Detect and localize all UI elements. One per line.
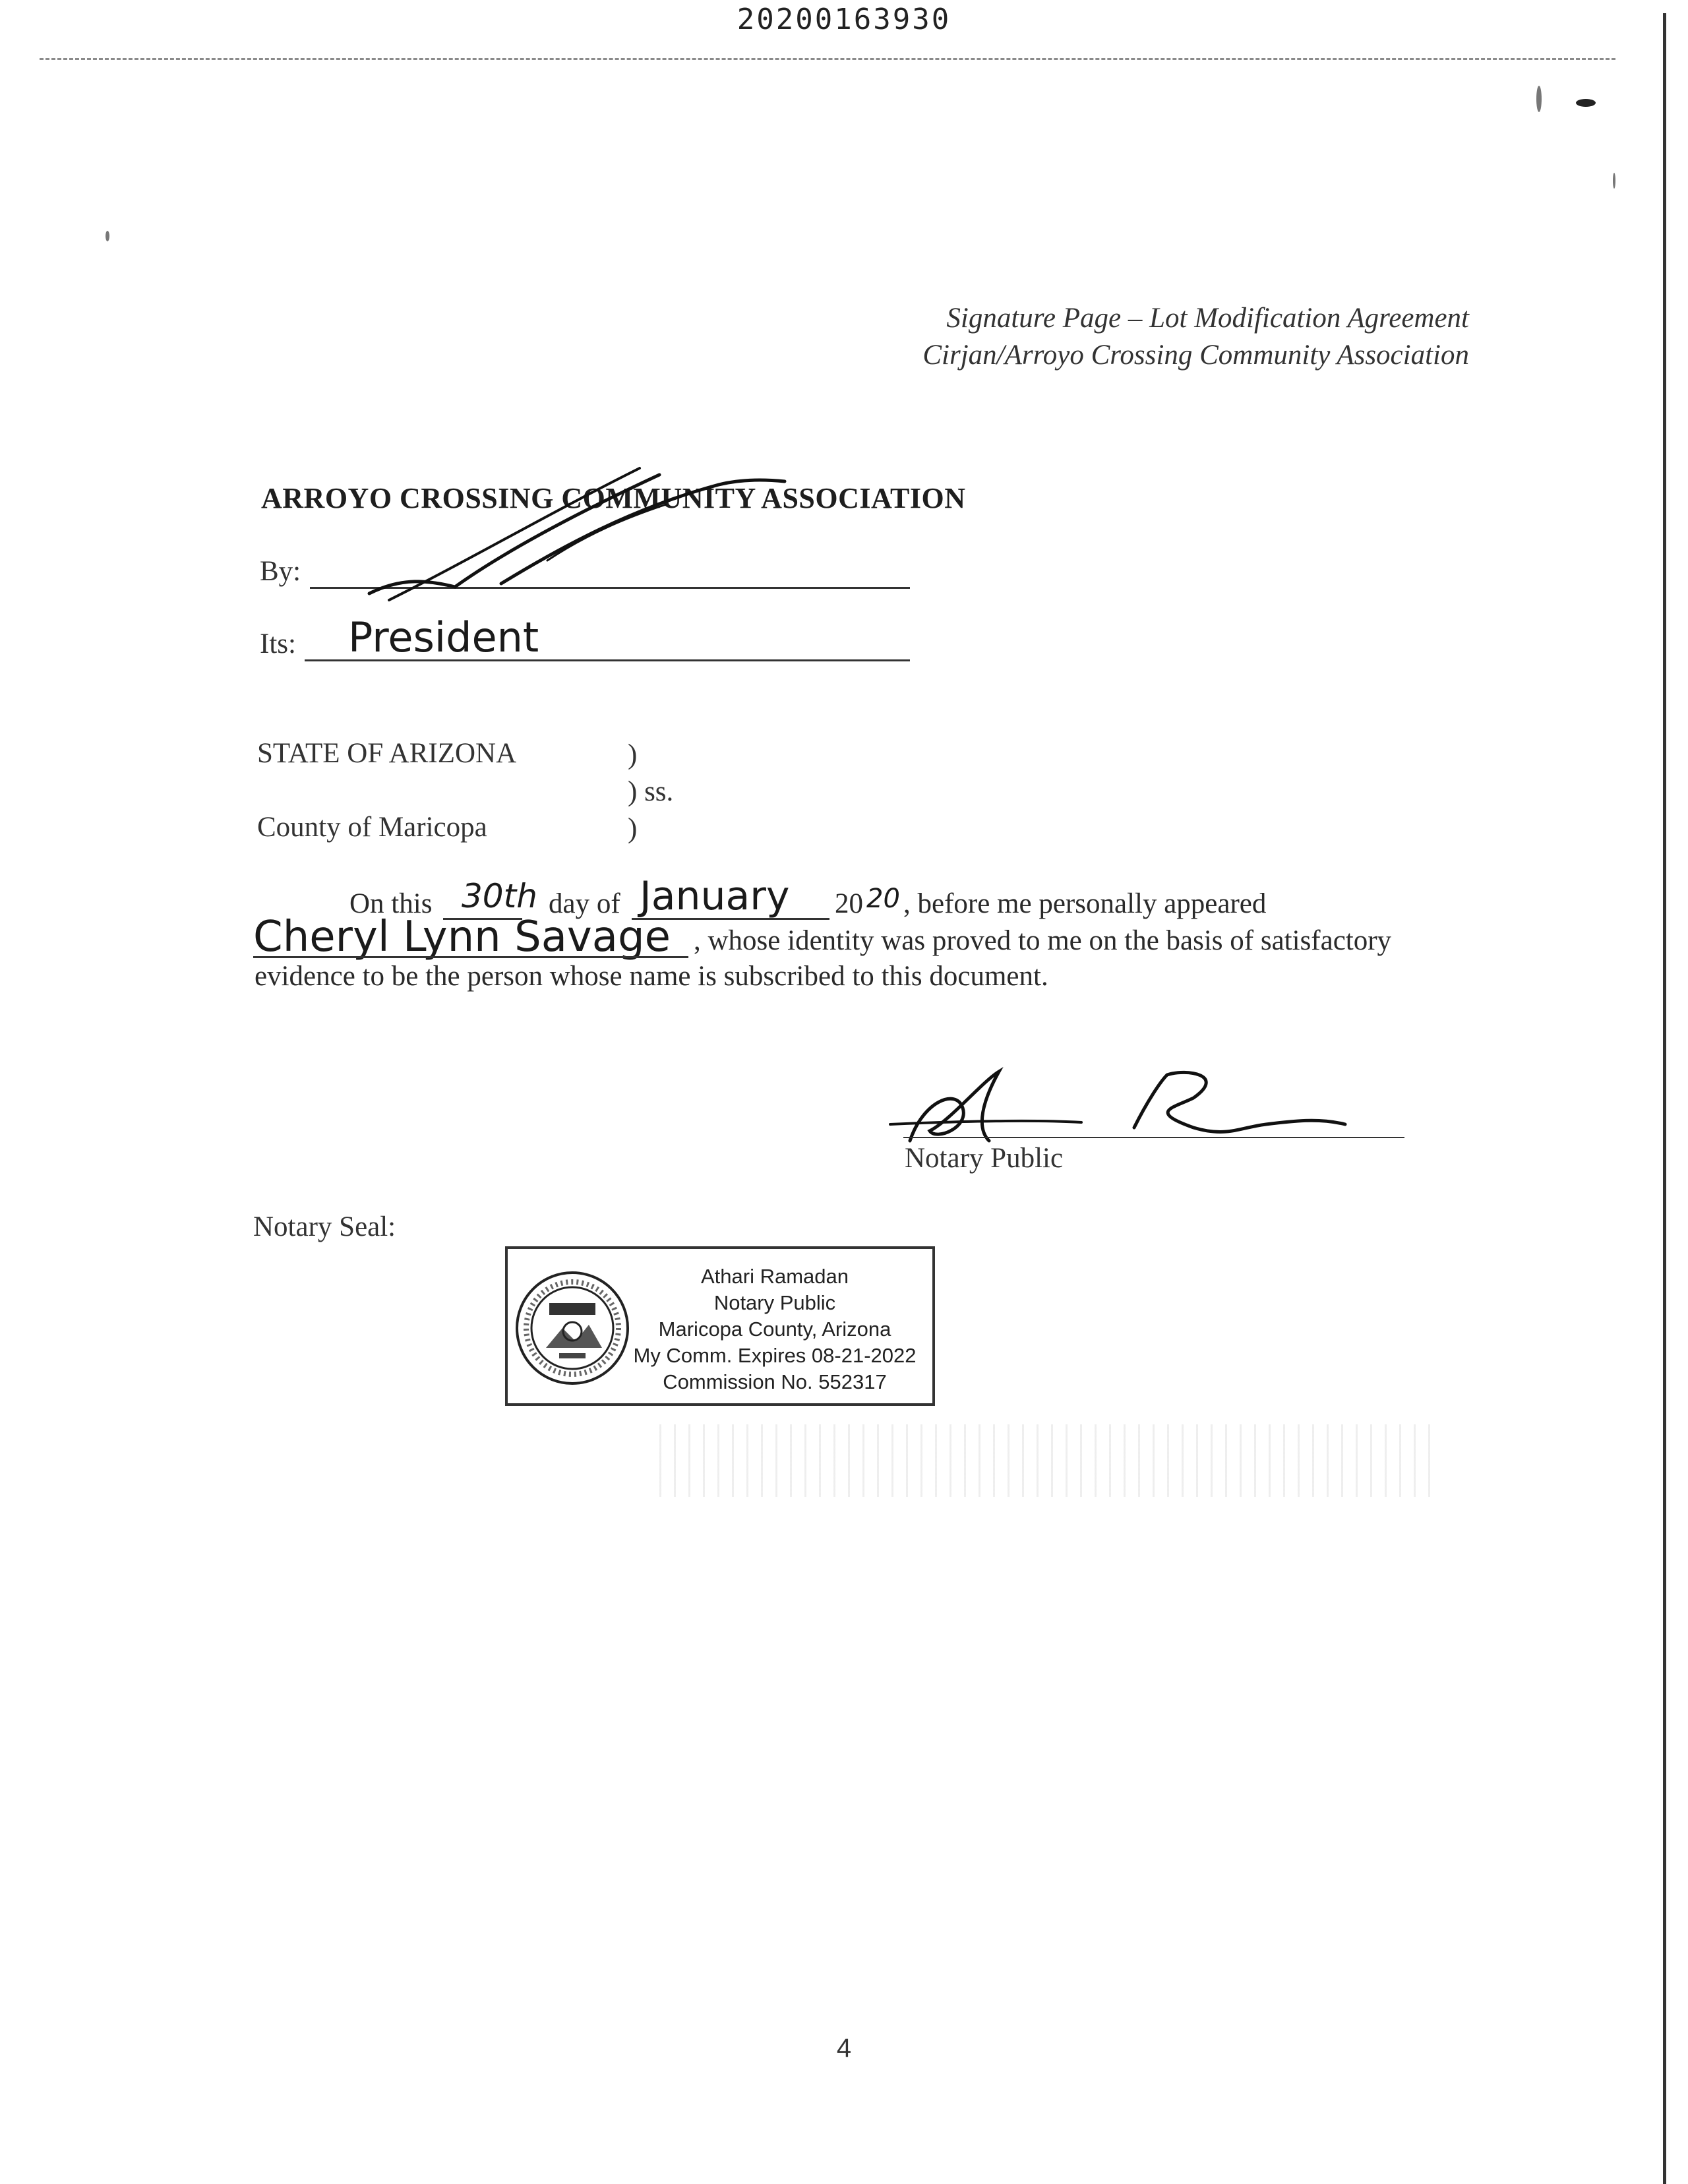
notary-seal-label: Notary Seal:: [253, 1211, 396, 1242]
scan-speck: [1613, 173, 1615, 189]
president-signature: [349, 455, 824, 613]
county-label: County of Maricopa: [257, 812, 487, 843]
notary-seal-stamp: [505, 1246, 935, 1406]
signer-name-handwritten: Cheryl Lynn Savage: [253, 913, 671, 961]
header-dashed-rule: [40, 58, 1615, 60]
seal-commission-number: Commission No. 552317: [663, 1370, 887, 1393]
seal-expiration: My Comm. Expires 08-21-2022: [633, 1344, 917, 1367]
scan-speck: [106, 231, 109, 241]
by-label: By:: [260, 556, 301, 587]
notary-signature-line: [903, 1137, 1404, 1138]
scan-noise: [659, 1424, 1437, 1497]
header-caption-line2: Cirjan/Arroyo Crossing Community Association: [922, 340, 1469, 371]
state-label: STATE OF ARIZONA: [257, 738, 517, 769]
page-right-border: [1663, 13, 1666, 2184]
scan-speck: [1576, 99, 1596, 107]
ack-year-prefix: 20: [835, 888, 863, 919]
ack-on-this: On this: [349, 888, 433, 919]
day-handwritten: 30th: [462, 877, 537, 915]
signer-name-blank: [253, 956, 688, 958]
scan-speck: [1536, 86, 1542, 112]
year-handwritten: 20: [866, 884, 900, 914]
recording-number: 20200163930: [737, 3, 951, 36]
its-label: Its:: [260, 628, 296, 659]
month-handwritten: January: [640, 873, 790, 919]
venue-ss: ) ss.: [628, 776, 674, 807]
state-seal-icon: [513, 1269, 632, 1387]
venue-paren-top: ): [628, 739, 638, 770]
seal-county: Maricopa County, Arizona: [658, 1318, 891, 1341]
seal-notary-name: Athari Ramadan: [700, 1265, 849, 1288]
ack-after-date: , before me personally appeared: [903, 888, 1267, 919]
venue-paren-bottom: ): [628, 813, 638, 844]
its-title-handwritten: President: [348, 613, 539, 661]
ack-line3: evidence to be the person whose name is subscribed to this document.: [255, 961, 1048, 992]
seal-text-block: [626, 1263, 923, 1395]
association-name: ARROYO CROSSING COMMUNITY ASSOCIATION: [261, 482, 966, 514]
ack-day-of: day of: [549, 888, 620, 919]
header-caption-line1: Signature Page – Lot Modification Agreement: [946, 303, 1469, 334]
ack-line2: , whose identity was proved to me on the basis of satisfactory: [694, 925, 1392, 956]
notary-public-label: Notary Public: [905, 1143, 1064, 1174]
page-number: 4: [836, 2034, 852, 2063]
seal-title: Notary Public: [713, 1291, 836, 1314]
